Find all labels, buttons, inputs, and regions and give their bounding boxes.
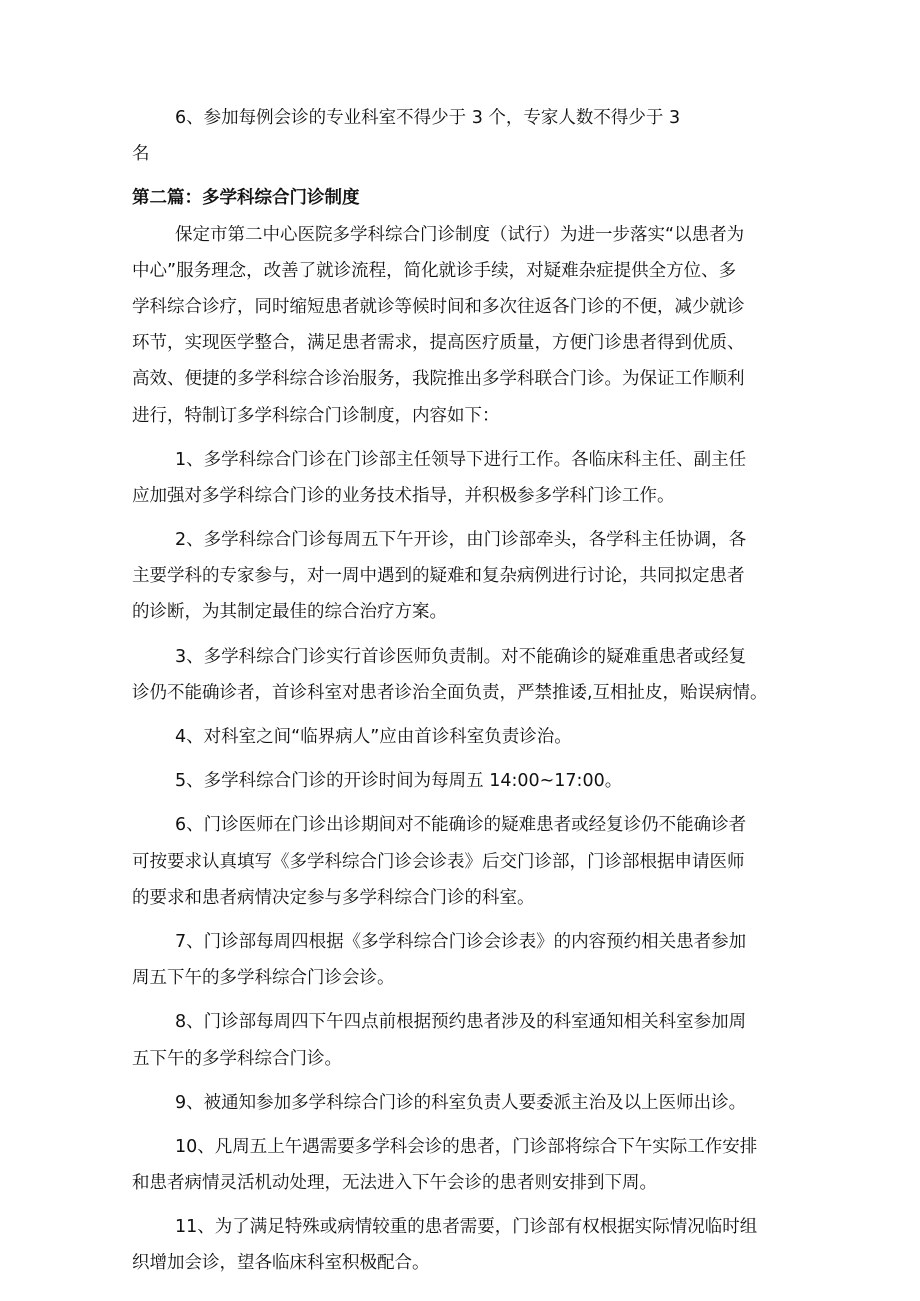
paragraph-line: 保定市第二中心医院多学科综合门诊制度（试行）为进一步落实“以患者为: [175, 224, 745, 245]
paragraph: [132, 807, 792, 916]
paragraph: [132, 442, 792, 514]
paragraph: [132, 1085, 792, 1121]
paragraph-line: 学科综合诊疗，同时缩短患者就诊等候时间和多次往返各门诊的不便，减少就诊: [132, 296, 745, 317]
paragraph-line: 的要求和患者病情决定参与多学科综合门诊的科室。: [132, 887, 535, 908]
paragraph-line: 8、门诊部每周四下午四点前根据预约患者涉及的科室通知相关科室参加周: [175, 1012, 747, 1033]
paragraph-line: 10、凡周五上午遇需要多学科会诊的患者，门诊部将综合下午实际工作安排: [175, 1136, 758, 1157]
paragraph-line: 7、门诊部每周四根据《多学科综合门诊会诊表》的内容预约相关患者参加: [175, 931, 747, 952]
paragraph: [132, 1209, 792, 1281]
paragraph: [132, 763, 792, 799]
paragraph-line: 6、门诊医师在门诊出诊期间对不能确诊的疑难患者或经复诊仍不能确诊者: [175, 815, 747, 836]
paragraph-line: 织增加会诊，望各临床科室积极配合。: [132, 1253, 430, 1274]
paragraph-line: 应加强对多学科综合门诊的业务技术指导，并积极参多学科门诊工作。: [132, 485, 675, 506]
paragraph-line: 的诊断，为其制定最佳的综合治疗方案。: [132, 602, 447, 623]
paragraph-line: 周五下午的多学科综合门诊会诊。: [132, 968, 395, 989]
paragraph: [132, 639, 792, 711]
paragraph-line: 11、为了满足特殊或病情较重的患者需要，门诊部有权根据实际情况临时组: [175, 1217, 758, 1238]
paragraph: [132, 1004, 792, 1076]
paragraph-line: 9、被通知参加多学科综合门诊的科室负责人要委派主治及以上医师出诊。: [175, 1092, 747, 1113]
paragraph-line: 主要学科的专家参与，对一周中遇到的疑难和复杂病例进行讨论，共同拟定患者: [132, 566, 745, 587]
paragraph: [132, 1129, 792, 1201]
paragraph-line: 进行，特制订多学科综合门诊制度，内容如下：: [132, 405, 500, 426]
intro-line-2: 名: [132, 144, 150, 165]
paragraph-line: 可按要求认真填写《多学科综合门诊会诊表》后交门诊部，门诊部根据申请医师: [132, 851, 745, 872]
paragraph-line: 高效、便捷的多学科综合诊治服务，我院推出多学科联合门诊。为保证工作顺利: [132, 369, 745, 390]
paragraph-line: 4、对科室之间“临界病人”应由首诊科室负责诊治。: [175, 727, 572, 747]
paragraph: [132, 719, 792, 755]
paragraph-line: 2、多学科综合门诊每周五下午开诊，由门诊部牵头，各学科主任协调，各: [175, 530, 747, 551]
paragraph: [132, 217, 792, 434]
paragraph-list: [132, 217, 792, 1282]
paragraph-line: 1、多学科综合门诊在门诊部主任领导下进行工作。各临床科主任、副主任: [175, 449, 747, 470]
paragraph-line: 5、多学科综合门诊的开诊时间为每周五 14:00~17:00。: [175, 771, 623, 792]
intro-line-1: 6、参加每例会诊的专业科室不得少于 3 个，专家人数不得少于 3: [175, 108, 681, 128]
paragraph-line: 五下午的多学科综合门诊。: [132, 1048, 342, 1069]
document-body: [132, 100, 792, 1290]
section-title: 第二篇：多学科综合门诊制度: [132, 188, 360, 209]
paragraph-line: 环节，实现医学整合，满足患者需求，提高医疗质量，方便门诊患者得到优质、: [132, 333, 745, 354]
paragraph-line: 3、多学科综合门诊实行首诊医师负责制。对不能确诊的疑难重患者或经复: [175, 646, 747, 667]
paragraph-line: 和患者病情灵活机动处理，无法进入下午会诊的患者则安排到下周。: [132, 1173, 657, 1194]
paragraph: [132, 924, 792, 996]
paragraph-line: 诊仍不能确诊者，首诊科室对患者诊治全面负责，严禁推诿,互相扯皮，贻误病情。: [132, 682, 768, 703]
paragraph: [132, 522, 792, 631]
intro-item: [132, 100, 792, 172]
paragraph-line: 中心”服务理念，改善了就诊流程，简化就诊手续，对疑难杂症提供全方位、多: [132, 260, 737, 281]
